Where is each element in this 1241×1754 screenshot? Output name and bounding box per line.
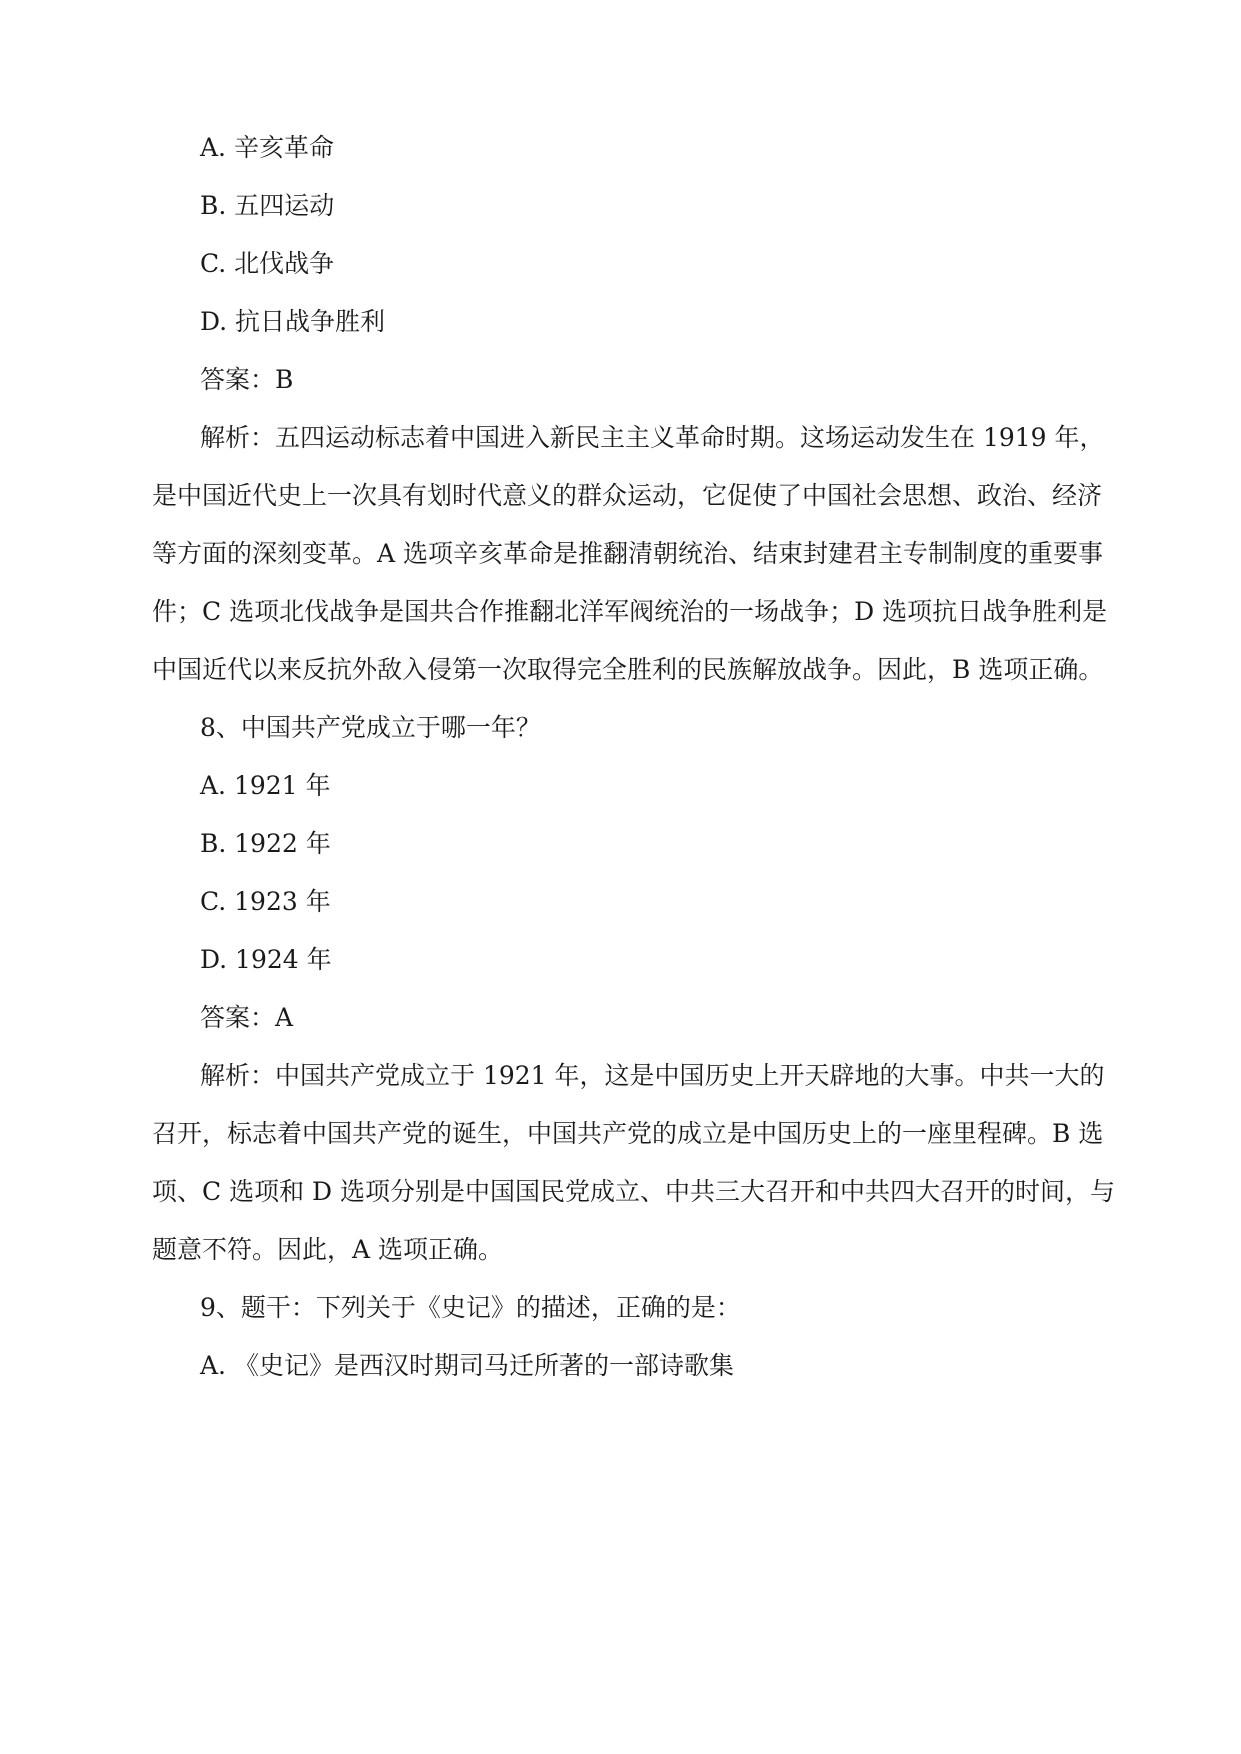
- q7-analysis-line: 解析：五四运动标志着中国进入新民主主义革命时期。这场运动发生在 1919 年，: [200, 423, 1105, 452]
- q7-option-d: D. 抗日战争胜利: [200, 307, 386, 336]
- q8-option-a: A. 1921 年: [200, 771, 331, 800]
- q8-option-b: B. 1922 年: [200, 829, 331, 858]
- q8-analysis-line: 解析：中国共产党成立于 1921 年，这是中国历史上开天辟地的大事。中共一大的: [200, 1061, 1105, 1090]
- q8-option-c: C. 1923 年: [200, 887, 331, 916]
- q8-question: 8、中国共产党成立于哪一年？: [200, 713, 541, 742]
- q8-answer: 答案：A: [200, 1003, 294, 1032]
- q7-option-c: C. 北伐战争: [200, 249, 335, 278]
- q7-analysis-line: 等方面的深刻变革。A 选项辛亥革命是推翻清朝统治、结束封建君主专制制度的重要事: [152, 539, 1104, 568]
- q8-analysis-line: 召开，标志着中国共产党的诞生，中国共产党的成立是中国历史上的一座里程碑。B 选: [152, 1119, 1104, 1148]
- q7-option-a: A. 辛亥革命: [200, 133, 334, 162]
- q7-option-b: B. 五四运动: [200, 191, 335, 220]
- q9-option-a: A. 《史记》是西汉时期司马迁所著的一部诗歌集: [200, 1351, 734, 1380]
- q7-analysis-line: 件；C 选项北伐战争是国共合作推翻北洋军阀统治的一场战争；D 选项抗日战争胜利是: [152, 597, 1108, 626]
- q8-analysis-line: 项、C 选项和 D 选项分别是中国国民党成立、中共三大召开和中共四大召开的时间，与: [152, 1177, 1116, 1206]
- q8-option-d: D. 1924 年: [200, 945, 332, 974]
- q9-question: 9、题干：下列关于《史记》的描述，正确的是：: [200, 1293, 741, 1322]
- q7-analysis-line: 是中国近代史上一次具有划时代意义的群众运动，它促使了中国社会思想、政治、经济: [152, 481, 1103, 510]
- q7-analysis-line: 中国近代以来反抗外敌入侵第一次取得完全胜利的民族解放战争。因此，B 选项正确。: [152, 655, 1104, 684]
- q8-analysis-line: 题意不符。因此，A 选项正确。: [152, 1235, 504, 1264]
- q7-answer: 答案：B: [200, 365, 294, 394]
